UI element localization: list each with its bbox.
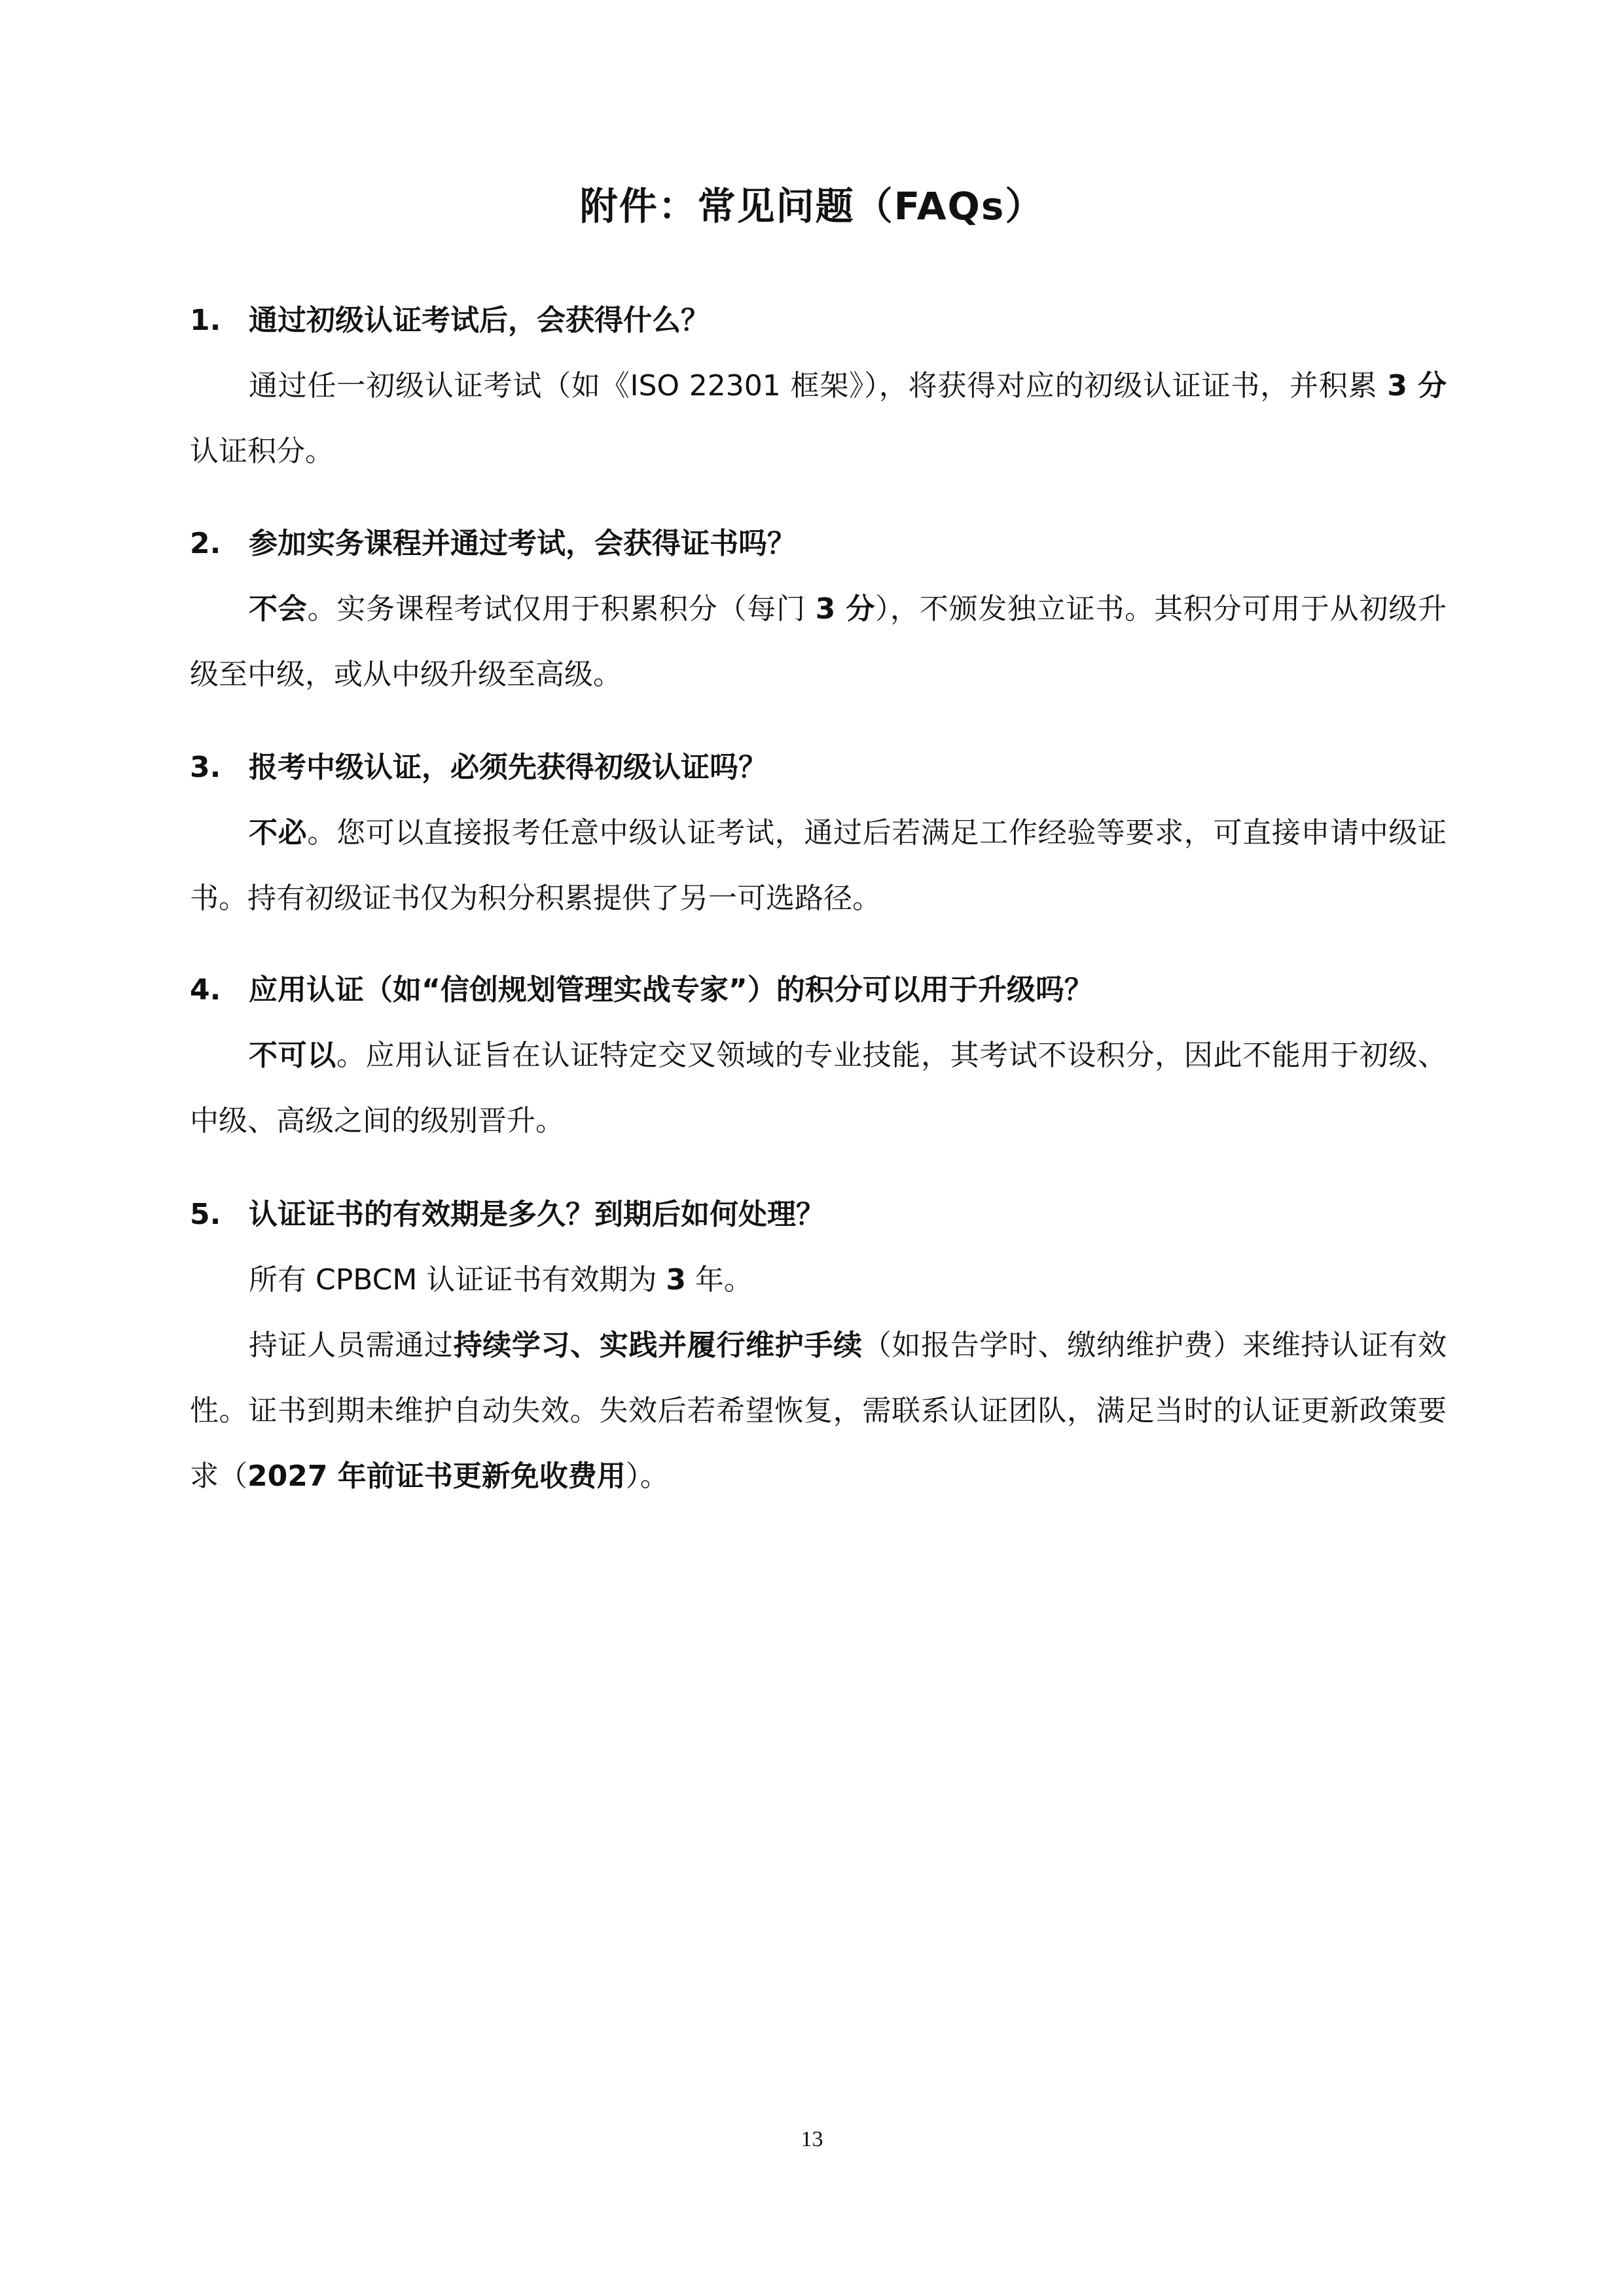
answer-text: 。实务课程考试仅用于积累积分（每门 [307, 592, 816, 626]
answer-text: 所有 CPBCM 认证证书有效期为 [249, 1263, 666, 1297]
question-text: 报考中级认证，必须先获得初级认证吗？ [249, 751, 767, 784]
answer-text: 通过任一初级认证考试（如《ISO 22301 框架》），将获得对应的初级认证证书，并积累 [249, 369, 1388, 403]
faq-item-5 [190, 1196, 1447, 1509]
faq-answer [190, 577, 1447, 708]
faq-question [190, 1196, 1447, 1233]
answer-emphasis: 持续学习、实践并履行维护手续 [453, 1329, 863, 1362]
question-number: 4. [190, 973, 221, 1007]
question-number: 3. [190, 751, 221, 784]
faq-answer [190, 1023, 1447, 1154]
answer-text: 持证人员需通过 [249, 1329, 454, 1362]
question-text: 通过初级认证考试后，会获得什么？ [249, 304, 710, 337]
faq-item-2 [190, 526, 1447, 708]
answer-emphasis: 3 分 [1387, 369, 1447, 403]
page-number: 13 [801, 2127, 823, 2151]
answer-emphasis: 2027 年前证书更新免收费用 [247, 1460, 626, 1493]
answer-text: 。您可以直接报考任意中级认证考试，通过后若满足工作经验等要求，可直接申请中级证书。持有初级证书仅为积分积累提供了另一可选路径。 [190, 816, 1447, 915]
faq-question [190, 302, 1447, 339]
faq-answer [190, 1247, 1447, 1313]
question-number: 5. [190, 1198, 221, 1231]
answer-emphasis: 不会 [249, 592, 308, 626]
answer-text: ）。 [625, 1460, 669, 1493]
faq-item-4 [190, 972, 1447, 1154]
faq-item-1 [190, 302, 1447, 484]
answer-text: 。应用认证旨在认证特定交叉领域的专业技能，其考试不设积分，因此不能用于初级、中级、高级之间的级别晋升。 [190, 1039, 1447, 1138]
question-text: 应用认证（如“信创规划管理实战专家”）的积分可以用于升级吗？ [249, 973, 1093, 1007]
faq-answer [190, 800, 1447, 931]
page-title: 附件：常见问题（FAQs） [579, 184, 1045, 228]
answer-text: 年。 [685, 1263, 753, 1297]
faq-question [190, 972, 1447, 1009]
question-number: 2. [190, 527, 221, 560]
answer-emphasis: 3 分 [815, 592, 876, 626]
answer-text: 认证积分。 [190, 435, 334, 468]
answer-text: ），不颁发独立证书。其积分可用于从初级升级至中级，或从中级升级至高级。 [190, 592, 1447, 691]
answer-emphasis: 3 [666, 1263, 686, 1297]
faq-answer [190, 353, 1447, 484]
faq-answer [190, 1313, 1447, 1509]
answer-text: （如报告学时、缴纳维护费）来维持认证有效性。证书到期未维护自动失效。失效后若希望恢复，需联系认证团队，满足当时的认证更新政策要求（ [190, 1329, 1447, 1493]
answer-emphasis: 不必 [249, 816, 308, 850]
question-text: 参加实务课程并通过考试，会获得证书吗？ [249, 527, 796, 560]
faq-item-3 [190, 749, 1447, 931]
faq-question [190, 526, 1447, 562]
faq-question [190, 749, 1447, 786]
question-number: 1. [190, 304, 221, 337]
answer-emphasis: 不可以 [249, 1039, 336, 1072]
question-text: 认证证书的有效期是多久？到期后如何处理？ [249, 1198, 825, 1231]
